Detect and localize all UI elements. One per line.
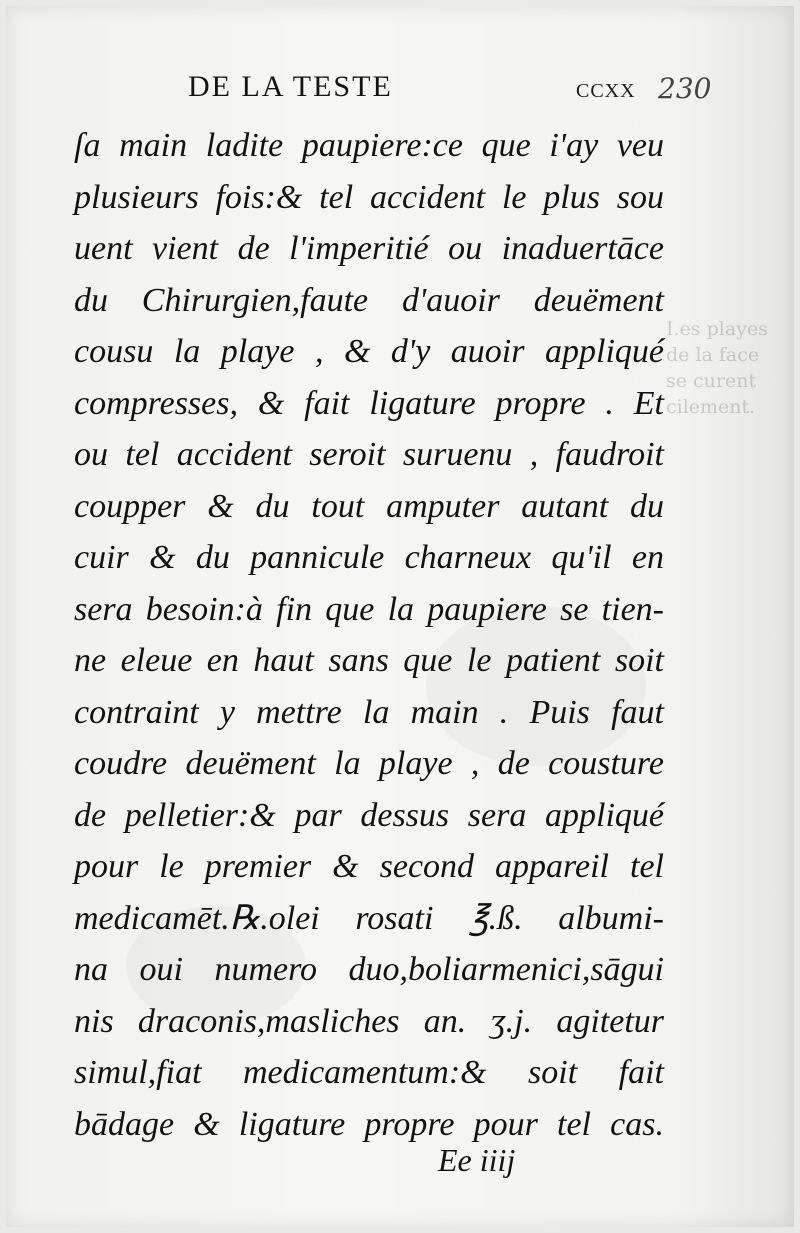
text-line: nis draconis,masliches an. ʒ.j. agitetur [74,1002,664,1040]
text-line: pour le premier & second appareil tel [74,848,664,885]
text-line: na oui numero duo,boliarmenici,sāgui [74,951,664,988]
text-line: medicamēt.℞.olei rosati ℥.ß. albumi- [74,899,664,937]
text-line: ou tel accident seroit suruenu , faudroit [74,436,664,473]
text-line: ſa main ladite paupiere:ce que i'ay veu [74,127,664,164]
folio-number: CCXX [576,80,636,102]
handwritten-folio-number: 230 [658,72,712,105]
text-line: coudre deuëment la playe , de cousture [74,745,664,782]
text-line: simul,fiat medicamentum:& soit fait [74,1054,664,1091]
text-line: cousu la playe , & d'y auoir appliqué [74,333,664,370]
text-line: coupper & du tout amputer autant du [74,487,664,525]
text-line: bādage & ligature propre pour tel cas. [74,1105,664,1143]
text-line: de pelletier:& par dessus sera appliqué [74,796,664,834]
body-text [74,120,664,1150]
page-header [188,70,714,110]
text-line: uent vient de l'imperitié ou inaduertāce [74,230,664,267]
text-line: plusieurs fois:& tel accident le plus sou [74,178,664,216]
text-line: du Chirurgien,faute d'auoir deuëment [74,281,664,319]
bleed-through-shadow: I.es playes de la face se curent cilement. [666,318,768,418]
text-line: sera besoin:à fin que la paupiere se tien- [74,590,664,628]
running-title: DE LA TESTE [188,70,393,103]
text-line: ne eleue en haut sans que le patient soit [74,642,664,679]
text-line: compresses, & fait ligature propre . Et [74,384,664,422]
catchword: Ee iiij [438,1142,516,1178]
text-line: contraint y mettre la main . Puis faut [74,693,664,731]
text-line: cuir & du pannicule charneux qu'il en [74,539,664,576]
